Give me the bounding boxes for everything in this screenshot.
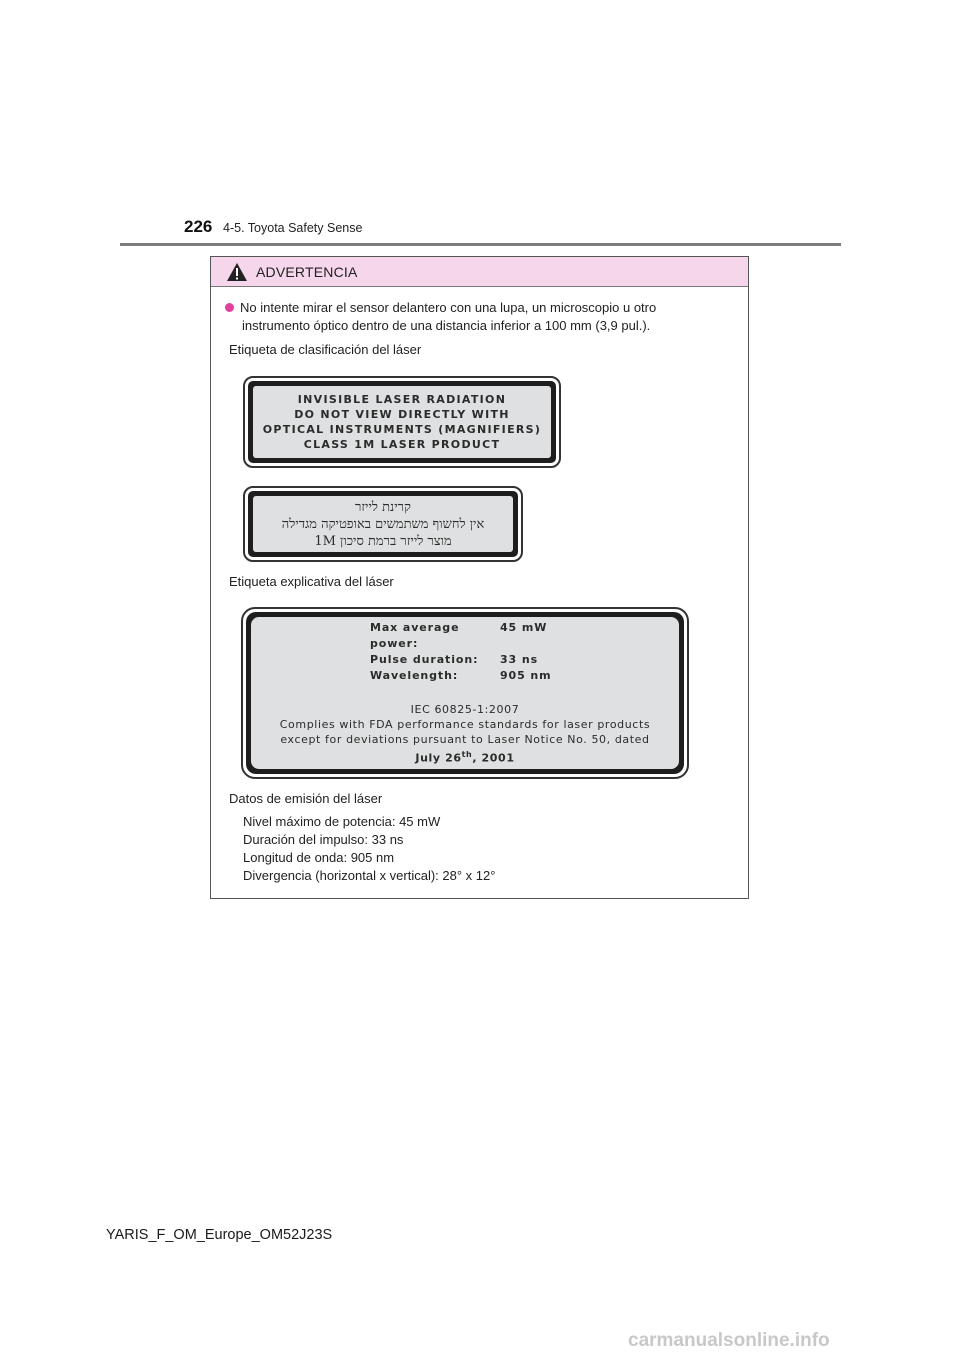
bullet-text-line1: No intente mirar el sensor delantero con una lupa, un microscopio u otro [240,300,657,315]
warning-triangle-icon [226,262,248,282]
spec-rows [370,620,560,684]
section-title: 4-5. Toyota Safety Sense [223,221,363,235]
bullet-dot-icon [225,303,234,312]
spec-key: Max average power: [370,621,460,651]
label-face [251,617,679,769]
compliance-line: Complies with FDA performance standards for laser products [279,718,651,732]
spec-key: Pulse duration: [370,653,479,667]
spec-value: 33 ns [500,653,539,667]
caption-explanatory-label: Etiqueta explicativa del láser [229,574,394,589]
spec-row [370,668,560,684]
emission-data-item: Longitud de onda: 905 nm [243,850,395,865]
document-code: YARIS_F_OM_Europe_OM52J23S [106,1227,333,1243]
warning-box [210,256,749,899]
standard-line: IEC 60825-1:2007 [410,703,520,717]
caption-classification-label: Etiqueta de clasificación del láser [229,342,422,357]
spec-value: 905 nm [500,669,552,683]
label-he-line: אין לחשוף משתמשים באופטיקה מגדילה [281,516,485,532]
warning-title: ADVERTENCIA [256,263,358,280]
label-en-line: OPTICAL INSTRUMENTS (MAGNIFIERS) [262,423,542,436]
compliance-date [415,747,514,766]
compliance-line: except for deviations pursuant to Laser Notice No. 50, dated [280,733,650,747]
label-en-line: INVISIBLE LASER RADIATION [297,393,507,406]
laser-explanatory-label [241,607,689,779]
label-he-line: קרינת לייזר [355,499,411,515]
date-year: , 2001 [472,751,515,765]
spec-key: Wavelength: [370,669,459,683]
watermark: carmanualsonline.info [628,1330,830,1351]
header-divider [120,243,841,246]
laser-classification-label-he [243,486,523,562]
spec-row [370,652,560,668]
page-number: 226 [184,217,213,236]
spec-value: 45 mW [500,621,548,635]
spec-row [370,620,560,652]
label-en-line: CLASS 1M LASER PRODUCT [303,438,501,451]
bullet-text-line2: instrumento óptico dentro de una distancia inferior a 100 mm (3,9 pul.). [242,318,651,333]
warning-header [211,257,748,287]
warning-bullet [225,299,745,335]
emission-data-item: Duración del impulso: 33 ns [243,832,404,847]
laser-classification-label-en [243,376,561,468]
caption-emission-data: Datos de emisión del láser [229,791,383,806]
emission-data-item: Divergencia (horizontal x vertical): 28° x 12° [243,868,496,883]
label-face [253,496,513,552]
label-face [253,386,551,458]
label-en-line: DO NOT VIEW DIRECTLY WITH [294,408,510,421]
emission-data-list [243,813,495,885]
date-main: July 26 [415,751,462,765]
label-he-line: מוצר לייזר ברמת סיכון 1M [314,533,452,549]
emission-data-item: Nivel máximo de potencia: 45 mW [243,814,441,829]
date-suffix: th [461,750,473,760]
